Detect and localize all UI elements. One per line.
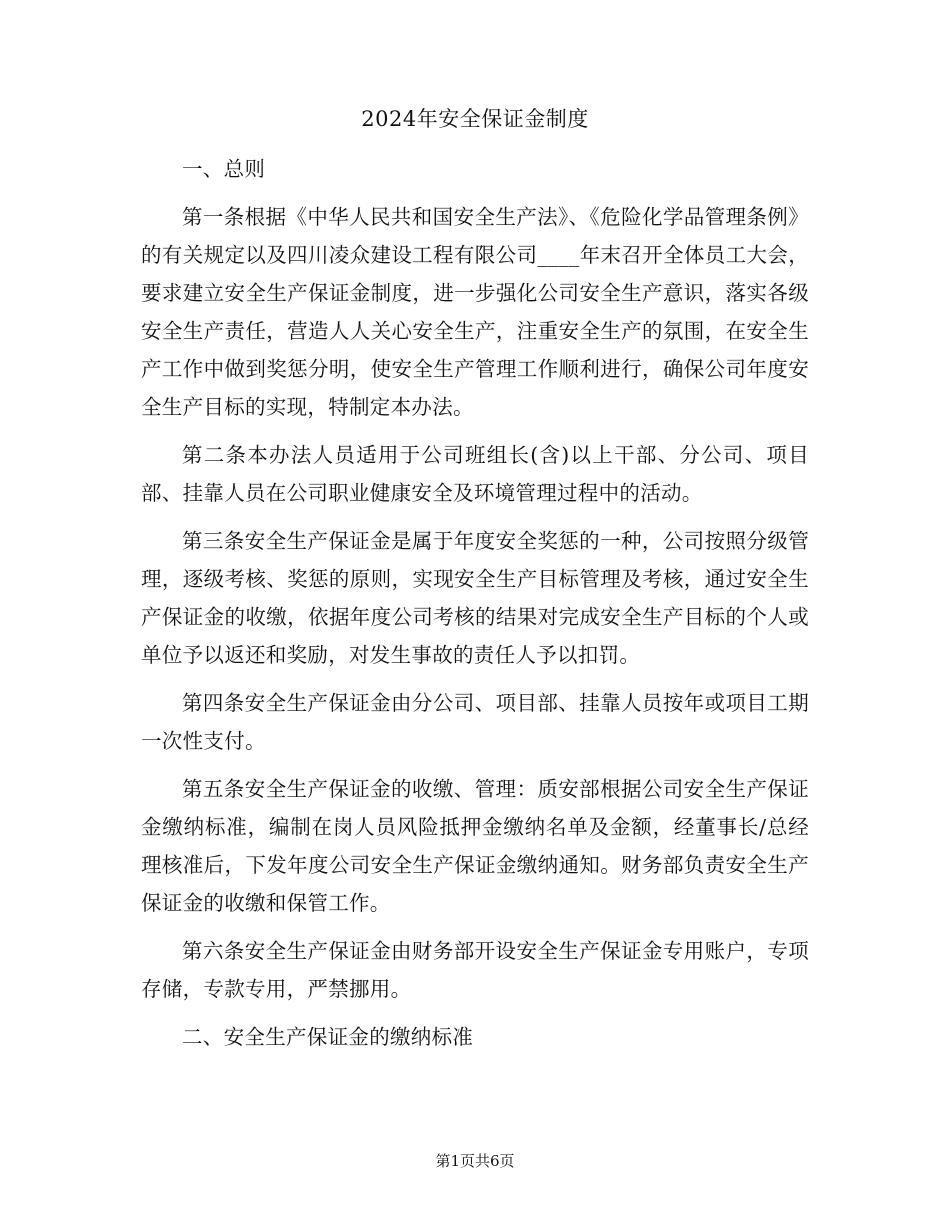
article-2-paragraph: 第二条本办法人员适用于公司班组长(含)以上干部、分公司、项目部、挂靠人员在公司职业健康安全及环境管理过程中的活动。 [141, 443, 809, 505]
page-number-footer: 第1页共6页 [435, 1152, 515, 1170]
article-4-paragraph: 第四条安全生产保证金由分公司、项目部、挂靠人员按年或项目工期一次性支付。 [141, 691, 809, 753]
document-body [141, 150, 809, 1066]
article-5-paragraph: 第五条安全生产保证金的收缴、管理：质安部根据公司安全生产保证金缴纳标准，编制在岗人员风险抵押金缴纳名单及金额，经董事长/总经理核准后，下发年度公司安全生产保证金缴纳通知。财务部负责安全生产保证金的收缴和保管工作。 [141, 777, 809, 915]
section-heading-payment-standard: 二、安全生产保证金的缴纳标准 [182, 1025, 474, 1049]
article-6-paragraph: 第六条安全生产保证金由财务部开设安全生产保证金专用账户，专项存储，专款专用，严禁挪用。 [141, 939, 809, 1001]
article-3-paragraph: 第三条安全生产保证金是属于年度安全奖惩的一种，公司按照分级管理，逐级考核、奖惩的原则，实现安全生产目标管理及考核，通过安全生产保证金的收缴，依据年度公司考核的结果对完成安全生产目标的个人或单位予以返还和奖励，对发生事故的责任人予以扣罚。 [141, 529, 809, 667]
article-1-paragraph: 第一条根据《中华人民共和国安全生产法》、《危险化学品管理条例》的有关规定以及四川凌众建设工程有限公司____年末召开全体员工大会，要求建立安全生产保证金制度，进一步强化公司安全生产意识，落实各级安全生产责任，营造人人关心安全生产，注重安全生产的氛围，在安全生产工作中做到奖惩分明，使安全生产管理工作顺利进行，确保公司年度安全生产目标的实现，特制定本办法。 [141, 205, 809, 419]
section-heading-general: 一、总则 [182, 157, 266, 181]
document-title: 2024年安全保证金制度 [361, 107, 589, 131]
